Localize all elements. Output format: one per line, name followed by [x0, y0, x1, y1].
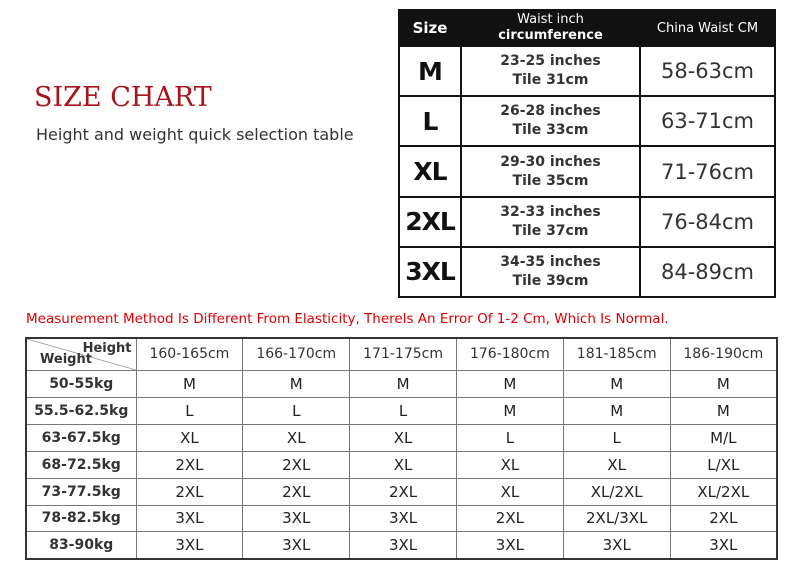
height-header-cell: 166-170cm: [243, 338, 350, 370]
weight-cell: 73-77.5kg: [26, 478, 136, 505]
size-cell: 3XL: [136, 532, 243, 559]
size-cell: M/L: [670, 424, 777, 451]
size-cell: 3XL: [243, 532, 350, 559]
corner-height-label: Height: [82, 341, 132, 356]
table-row: [26, 532, 777, 559]
size-cell: 2XL: [456, 505, 563, 532]
size-cell: L: [350, 397, 457, 424]
header-size: Size: [399, 10, 461, 46]
size-label: 3XL: [399, 247, 461, 297]
header-waist: [461, 10, 640, 46]
size-cell: 2XL/3XL: [563, 505, 670, 532]
height-header-cell: 186-190cm: [670, 338, 777, 370]
size-cell: 2XL: [243, 451, 350, 478]
table-row: [26, 478, 777, 505]
weight-cell: 78-82.5kg: [26, 505, 136, 532]
height-header-cell: 160-165cm: [136, 338, 243, 370]
size-cell: 3XL: [670, 532, 777, 559]
page-title: SIZE CHART: [34, 82, 212, 113]
waist-inches: 34-35 inches: [500, 253, 601, 270]
waist-inch-cell: [461, 247, 640, 297]
size-cell: M: [456, 370, 563, 397]
weight-cell: 68-72.5kg: [26, 451, 136, 478]
page-subtitle: Height and weight quick selection table: [36, 125, 354, 144]
waist-inches: 26-28 inches: [500, 103, 601, 120]
waist-tile: Tile 33cm: [512, 122, 589, 139]
size-label: 2XL: [399, 197, 461, 247]
size-cell: 3XL: [563, 532, 670, 559]
table-row: [26, 424, 777, 451]
size-label: XL: [399, 146, 461, 196]
weight-cell: 63-67.5kg: [26, 424, 136, 451]
waist-tile: Tile 35cm: [512, 172, 589, 189]
waist-table-row: [399, 197, 775, 247]
size-cell: 3XL: [456, 532, 563, 559]
header-china-waist: China Waist CM: [640, 10, 775, 46]
size-cell: M: [456, 397, 563, 424]
waist-inch-cell: [461, 197, 640, 247]
waist-table-row: [399, 247, 775, 297]
size-cell: XL: [350, 451, 457, 478]
table-row: [26, 505, 777, 532]
size-cell: XL/2XL: [563, 478, 670, 505]
china-waist-cm: 71-76cm: [640, 146, 775, 196]
waist-table-row: [399, 146, 775, 196]
size-cell: XL: [456, 451, 563, 478]
size-cell: 3XL: [243, 505, 350, 532]
size-cell: M: [670, 370, 777, 397]
table-row: [26, 370, 777, 397]
size-cell: M: [563, 397, 670, 424]
grid-header-row: [26, 338, 777, 370]
weight-cell: 55.5-62.5kg: [26, 397, 136, 424]
size-label: M: [399, 46, 461, 96]
size-cell: M: [670, 397, 777, 424]
waist-tile: Tile 31cm: [512, 72, 589, 89]
corner-weight-label: Weight: [40, 351, 92, 367]
size-cell: 2XL: [243, 478, 350, 505]
grid-corner: [26, 338, 136, 370]
header-waist-line2: circumference: [498, 28, 603, 44]
size-cell: M: [563, 370, 670, 397]
waist-inches: 32-33 inches: [500, 203, 601, 220]
waist-table-row: [399, 96, 775, 146]
size-cell: L: [136, 397, 243, 424]
size-cell: L: [243, 397, 350, 424]
height-weight-table: [25, 337, 778, 560]
waist-tile: Tile 39cm: [512, 272, 589, 289]
size-cell: XL: [350, 424, 457, 451]
china-waist-cm: 58-63cm: [640, 46, 775, 96]
height-header-cell: 171-175cm: [350, 338, 457, 370]
size-cell: M: [136, 370, 243, 397]
size-cell: 2XL: [136, 478, 243, 505]
weight-cell: 50-55kg: [26, 370, 136, 397]
size-cell: 2XL: [670, 505, 777, 532]
size-cell: XL: [563, 451, 670, 478]
size-cell: L: [563, 424, 670, 451]
weight-cell: 83-90kg: [26, 532, 136, 559]
header-waist-line1: Waist inch: [517, 12, 584, 28]
table-row: [26, 397, 777, 424]
size-cell: L/XL: [670, 451, 777, 478]
size-label: L: [399, 96, 461, 146]
size-cell: XL: [136, 424, 243, 451]
waist-table-header: [399, 10, 775, 46]
size-cell: L: [456, 424, 563, 451]
size-cell: XL/2XL: [670, 478, 777, 505]
size-cell: 2XL: [136, 451, 243, 478]
china-waist-cm: 76-84cm: [640, 197, 775, 247]
waist-inch-cell: [461, 146, 640, 196]
waist-inch-cell: [461, 46, 640, 96]
waist-inches: 29-30 inches: [500, 153, 601, 170]
height-header-cell: 176-180cm: [456, 338, 563, 370]
waist-tile: Tile 37cm: [512, 222, 589, 239]
size-cell: M: [350, 370, 457, 397]
size-cell: 3XL: [350, 505, 457, 532]
measurement-note: Measurement Method Is Different From Elasticity, Therels An Error Of 1-2 Cm, Which Is Normal.: [26, 311, 669, 327]
table-row: [26, 451, 777, 478]
size-cell: M: [243, 370, 350, 397]
height-header-cell: 181-185cm: [563, 338, 670, 370]
size-cell: XL: [243, 424, 350, 451]
waist-size-table: [398, 9, 776, 298]
size-cell: 3XL: [350, 532, 457, 559]
waist-table-row: [399, 46, 775, 96]
waist-inch-cell: [461, 96, 640, 146]
size-cell: 3XL: [136, 505, 243, 532]
waist-inches: 23-25 inches: [500, 53, 601, 70]
size-cell: XL: [456, 478, 563, 505]
china-waist-cm: 84-89cm: [640, 247, 775, 297]
china-waist-cm: 63-71cm: [640, 96, 775, 146]
size-cell: 2XL: [350, 478, 457, 505]
